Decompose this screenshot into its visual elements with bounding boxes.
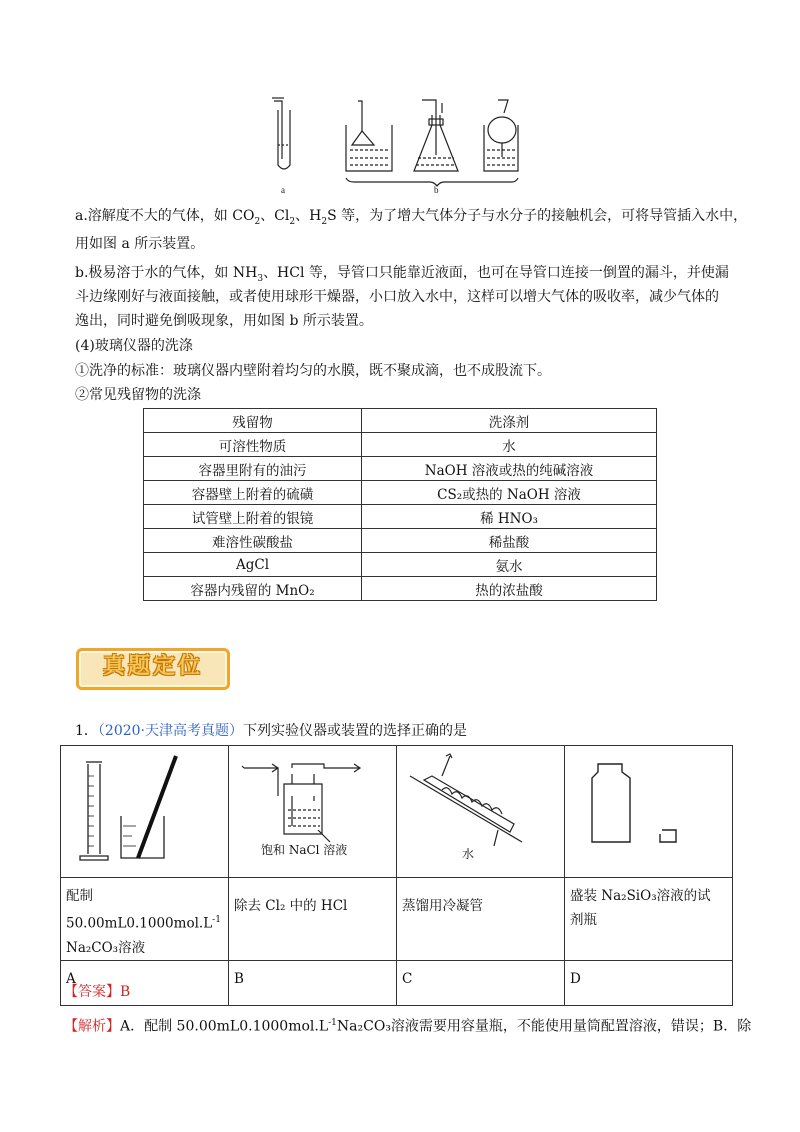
option-a-sup: -1 [212, 915, 221, 925]
paragraph-a-line2: 用如图 a 所示装置。 [75, 236, 205, 252]
header-detergent: 洗涤剂 [362, 409, 657, 433]
table-cell: 容器内残留的 MnO₂ [144, 577, 362, 601]
figure-label-b: b [434, 185, 439, 195]
question-number: 1． [75, 723, 98, 739]
option-d-text: 盛装 Na₂SiO₃溶液的试 [570, 888, 711, 904]
table-cell: 难溶性碳酸盐 [144, 529, 362, 553]
table-cell: 氨水 [362, 553, 657, 577]
option-b-figure [229, 746, 397, 878]
options-figure-row [61, 746, 733, 878]
paragraph-a-line1: a.溶解度不大的气体，如 $CO_2$、$Cl_2$、$H_2S$ 等，为了增大气体分子与水分子的接触机会，可将导管插入水中， [75, 208, 748, 227]
analysis-text1: A．配制 50.00mL0.1000mol.L [120, 1018, 329, 1035]
option-d-figure [565, 746, 733, 878]
condenser-icon [402, 746, 542, 861]
options-description-row [61, 878, 733, 961]
table-cell: 容器壁上附着的硫磺 [144, 481, 362, 505]
table-cell: NaOH 溶液或热的纯碱溶液 [362, 457, 657, 481]
table-cell: 稀 HNO₃ [362, 505, 657, 529]
table-cell: AgCl [144, 553, 362, 577]
option-a-letter: A [61, 960, 229, 1005]
option-c-figure [397, 746, 565, 878]
table-cell: CS₂或热的 NaOH 溶液 [362, 481, 657, 505]
table-row [144, 433, 657, 457]
table-row [144, 529, 657, 553]
question-text: 下列实验仪器或装置的选择正确的是 [243, 723, 468, 739]
common-residues-title: ②常见残留物的洗涤 [75, 387, 201, 403]
table-header-row [144, 409, 657, 433]
answer-line [64, 982, 130, 1002]
option-a-figure [61, 746, 229, 878]
option-b-description: 除去 Cl₂ 中的 HCl [229, 878, 397, 961]
gas-absorption-figure [262, 95, 527, 200]
banner-text: 真题定位 [102, 653, 203, 679]
answer-value: B [120, 984, 131, 1000]
option-d-text2: 剂瓶 [570, 912, 597, 928]
options-table [60, 745, 733, 1006]
analysis-tag: 【解析】 [64, 1018, 120, 1035]
table-row [144, 505, 657, 529]
analysis-line [64, 1013, 751, 1037]
answer-tag: 【答案】 [64, 984, 120, 1000]
table-row [144, 457, 657, 481]
section4-title: (4)玻璃仪器的洗涤 [75, 338, 193, 354]
table-cell: 试管壁上附着的银镜 [144, 505, 362, 529]
table-cell: 水 [362, 433, 657, 457]
figure-label-a: a [281, 185, 285, 195]
analysis-text2: Na₂CO₃溶液需要用容量瓶，不能使用量筒配置溶液，错误；B．除 [336, 1018, 752, 1035]
washing-standard: ①洗净的标准：玻璃仪器内壁附着均匀的水膜，既不聚成滴，也不成股流下。 [75, 363, 551, 379]
gas-washing-bottle-icon [234, 746, 374, 851]
options-letter-row [61, 960, 733, 1005]
option-d-letter: D [565, 960, 733, 1005]
question-stem [75, 721, 467, 741]
option-c-letter: C [397, 960, 565, 1005]
option-a-text2: Na₂CO₃溶液 [66, 939, 146, 956]
table-row [144, 553, 657, 577]
table-cell: 容器里附有的油污 [144, 457, 362, 481]
paragraph-b-line3: 逸出，同时避免倒吸现象，用如图 b 所示装置。 [75, 313, 373, 329]
option-a-description [61, 878, 229, 961]
question-source: （2020·天津高考真题） [97, 723, 244, 739]
option-c-caption: 水 [462, 847, 475, 861]
reagent-bottle-icon [570, 746, 710, 861]
residue-table [143, 408, 657, 601]
section-banner [76, 648, 230, 690]
table-row [144, 577, 657, 601]
option-b-letter: B [229, 960, 397, 1005]
option-b-caption: 饱和 NaCl 溶液 [261, 843, 348, 857]
option-d-description [565, 878, 733, 961]
table-cell: 可溶性物质 [144, 433, 362, 457]
paragraph-b-line1: b.极易溶于水的气体，如 $NH_3$、HCl 等，导管口只能靠近液面，也可在导管口连接一倒置的漏斗，并使漏 [75, 265, 729, 284]
paragraph-b-line2: 斗边缘刚好与液面接触，或者使用球形干燥器，小口放入水中，这样可以增大气体的吸收率，减少气体的 [75, 289, 719, 305]
table-row [144, 481, 657, 505]
graduated-cylinder-beaker-icon [66, 746, 216, 871]
option-c-description: 蒸馏用冷凝管 [397, 878, 565, 961]
header-residue: 残留物 [144, 409, 362, 433]
analysis-sup: -1 [328, 1018, 337, 1028]
table-cell: 稀盐酸 [362, 529, 657, 553]
table-cell: 热的浓盐酸 [362, 577, 657, 601]
option-a-text: 配制 50.00mL0.1000mol.L [66, 888, 213, 932]
